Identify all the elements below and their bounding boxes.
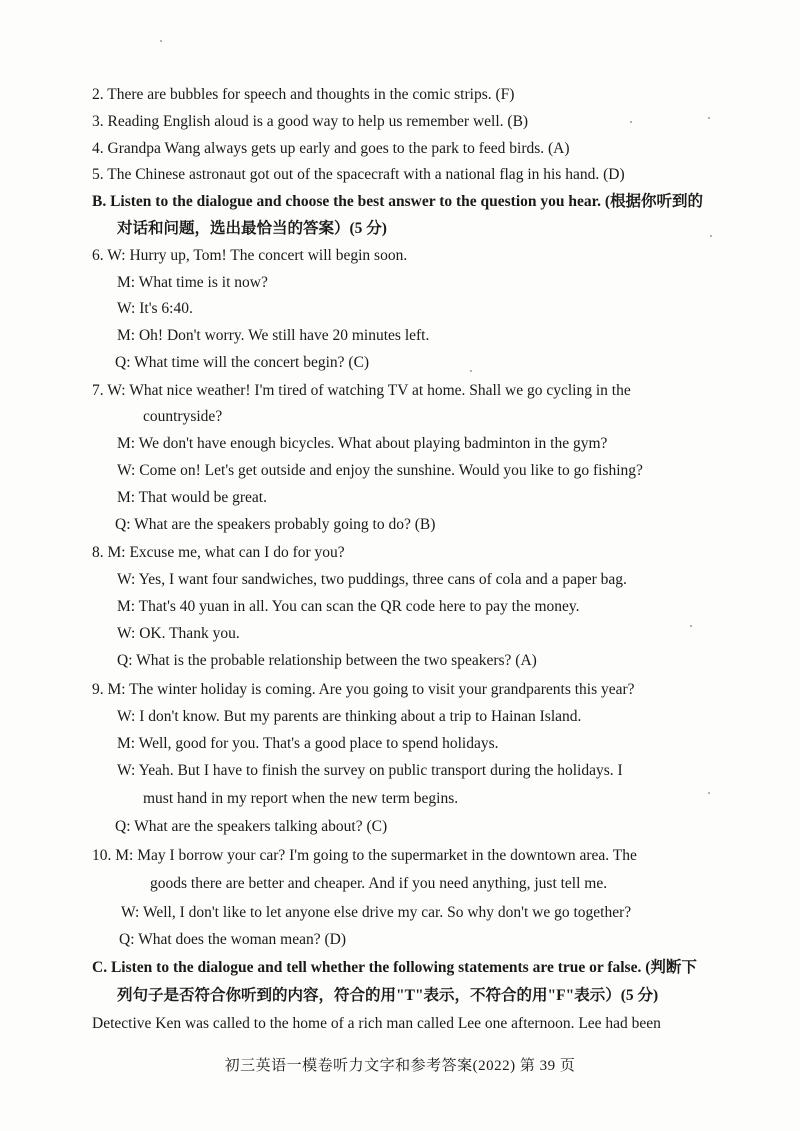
dialogue-line: countryside?: [143, 408, 223, 425]
section-heading-text: 列句子是否符合你听到的内容，符合的用"T"表示，不符合的用"F"表示）(5 分): [117, 987, 659, 1004]
dialogue-line: W: Hurry up, Tom! The concert will begin soon.: [107, 247, 408, 264]
item-text: Reading English aloud is a good way to help us remember well. (B): [107, 113, 529, 130]
page-footer: 初三英语一模卷听力文字和参考答案(2022) 第 39 页: [224, 1058, 576, 1074]
dialogue-line: M: Excuse me, what can I do for you?: [107, 544, 345, 561]
dialogue-line: W: Yeah. But I have to finish the survey on public transport during the holidays. I: [117, 762, 623, 779]
dialogue-line: W: It's 6:40.: [117, 300, 193, 317]
item-text: Grandpa Wang always gets up early and goes to the park to feed birds. (A): [107, 140, 570, 157]
item-number: 2.: [92, 86, 104, 103]
item-text: The Chinese astronaut got out of the spacecraft with a national flag in his hand. (D): [107, 166, 625, 183]
section-b-heading-cont: [117, 219, 387, 239]
dialogue-line: M: The winter holiday is coming. Are you going to visit your grandparents this year?: [107, 681, 635, 698]
item-number: 5.: [92, 166, 104, 183]
question-number: 10.: [92, 847, 112, 864]
section-b-heading: [92, 192, 703, 212]
section-c-heading-cont: [117, 986, 658, 1006]
dialogue-line: must hand in my report when the new term begins.: [143, 790, 459, 807]
dialogue-line: W: OK. Thank you.: [117, 625, 240, 642]
passage-line: Detective Ken was called to the home of a rich man called Lee one afternoon. Lee had been: [92, 1015, 661, 1032]
question-number: 6.: [92, 247, 104, 264]
section-heading-text: 对话和问题，选出最恰当的答案）(5 分): [117, 220, 387, 237]
question-number: 8.: [92, 544, 104, 561]
question-line: Q: What are the speakers talking about? (C): [115, 818, 388, 835]
question-number: 7.: [92, 382, 104, 399]
dialogue-line: M: Well, good for you. That's a good place to spend holidays.: [117, 735, 499, 752]
item-3: [92, 112, 528, 132]
section-c-heading: [92, 958, 697, 978]
dialogue-line: W: Yes, I want four sandwiches, two puddings, three cans of cola and a paper bag.: [117, 571, 627, 588]
q10: [92, 846, 637, 866]
dialogue-line: W: Come on! Let's get outside and enjoy the sunshine. Would you like to go fishing?: [117, 462, 643, 479]
q8: [92, 543, 345, 563]
item-number: 3.: [92, 113, 104, 130]
dialogue-line: W: I don't know. But my parents are thinking about a trip to Hainan Island.: [117, 708, 582, 725]
dialogue-line: W: Well, I don't like to let anyone else drive my car. So why don't we go together?: [121, 904, 632, 921]
scan-speck: [708, 117, 710, 119]
section-heading-text: Listen to the dialogue and tell whether the following statements are true or false. (判断下: [110, 959, 697, 976]
item-number: 4.: [92, 140, 104, 157]
item-text: There are bubbles for speech and thoughts in the comic strips. (F): [107, 86, 515, 103]
question-line: Q: What are the speakers probably going to do? (B): [115, 516, 436, 533]
scan-speck: [690, 625, 692, 627]
dialogue-line: M: Oh! Don't worry. We still have 20 minutes left.: [117, 327, 430, 344]
dialogue-line: M: We don't have enough bicycles. What about playing badminton in the gym?: [117, 435, 608, 452]
dialogue-line: W: What nice weather! I'm tired of watching TV at home. Shall we go cycling in the: [107, 382, 631, 399]
scan-speck: [710, 235, 712, 237]
scan-speck: [160, 40, 162, 42]
q6: [92, 246, 407, 266]
section-heading-text: Listen to the dialogue and choose the best answer to the question you hear. (根据你听到的: [110, 193, 703, 210]
dialogue-line: goods there are better and cheaper. And if you need anything, just tell me.: [150, 875, 608, 892]
q7: [92, 381, 631, 401]
dialogue-line: M: That's 40 yuan in all. You can scan the QR code here to pay the money.: [117, 598, 580, 615]
section-label: C.: [92, 959, 108, 976]
question-line: Q: What is the probable relationship between the two speakers? (A): [117, 652, 537, 669]
question-number: 9.: [92, 681, 104, 698]
dialogue-line: M: That would be great.: [117, 489, 267, 506]
scan-speck: [708, 792, 710, 794]
question-line: Q: What does the woman mean? (D): [119, 931, 346, 948]
scan-speck: [630, 121, 632, 123]
scan-speck: [470, 370, 472, 372]
section-label: B.: [92, 193, 107, 210]
item-4: [92, 139, 570, 159]
dialogue-line: M: What time is it now?: [117, 274, 268, 291]
q9: [92, 680, 635, 700]
question-line: Q: What time will the concert begin? (C): [115, 354, 370, 371]
dialogue-line: M: May I borrow your car? I'm going to the supermarket in the downtown area. The: [115, 847, 637, 864]
item-5: [92, 165, 625, 185]
item-2: [92, 85, 514, 105]
